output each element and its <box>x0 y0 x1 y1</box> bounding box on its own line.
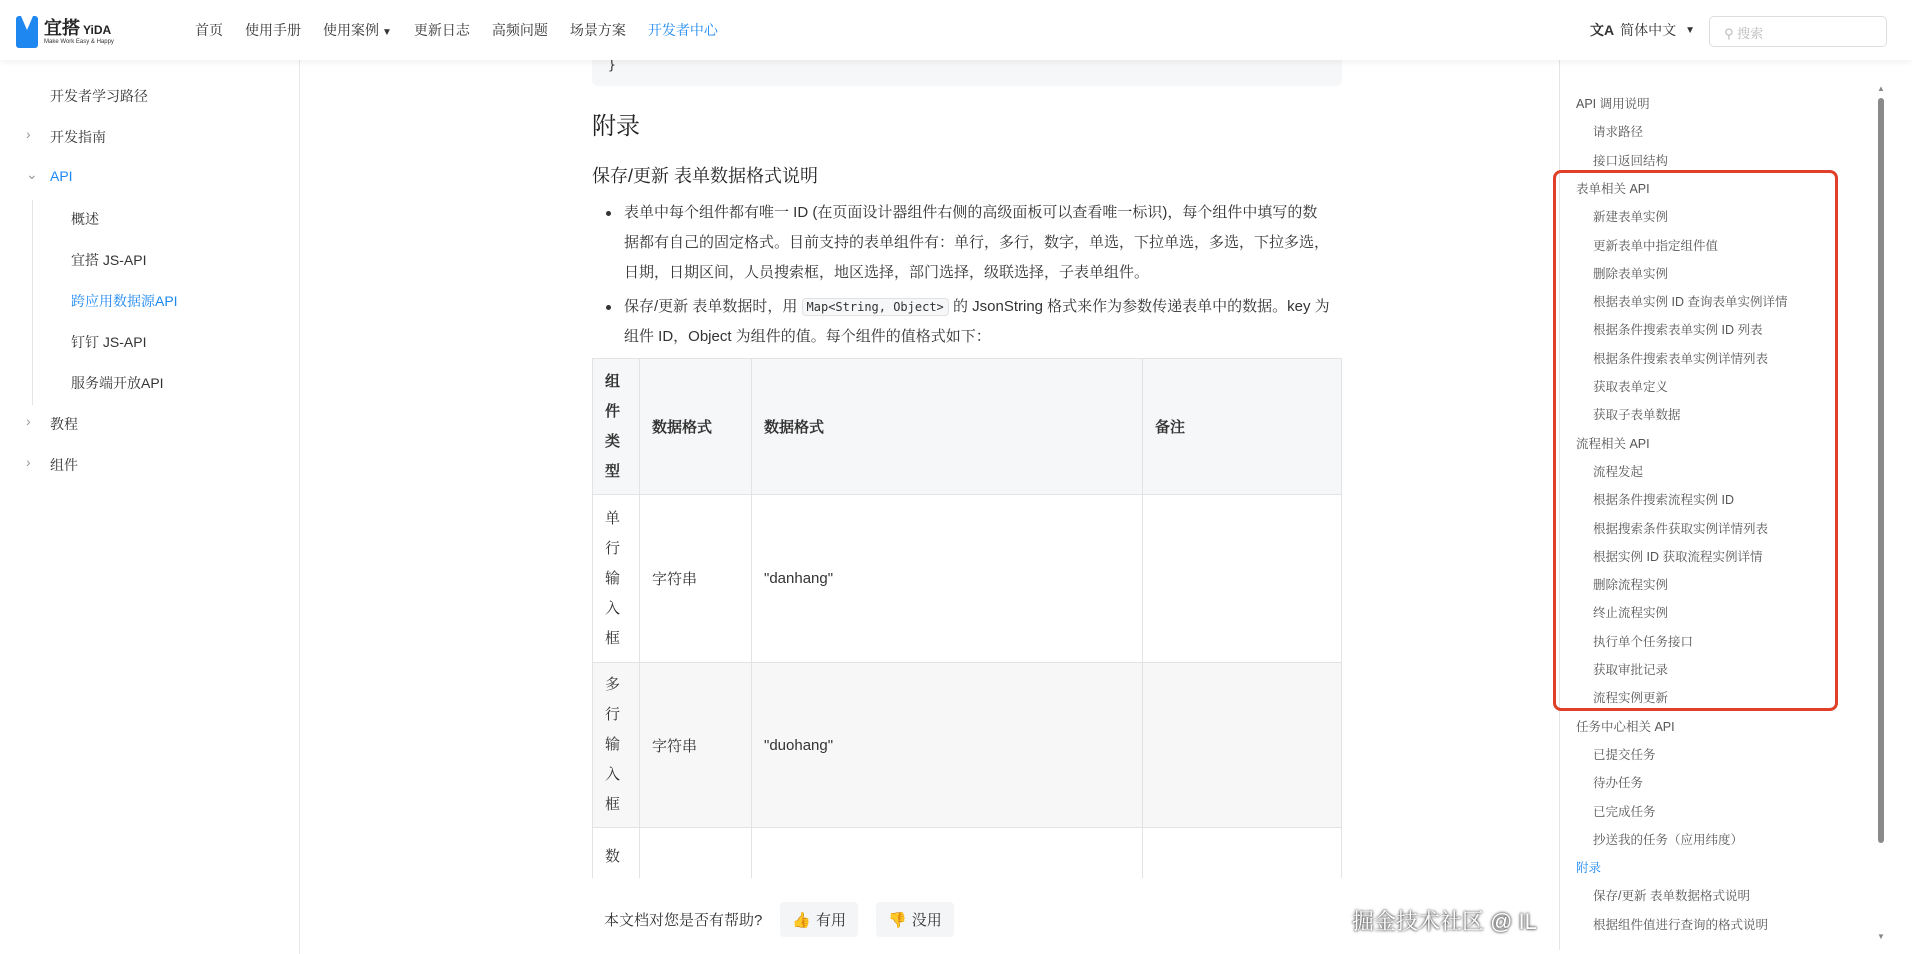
helpful-button[interactable] <box>780 902 858 937</box>
header-cell: 组件类型 <box>605 372 621 480</box>
toc-item[interactable]: API 调用说明 <box>1576 97 1650 111</box>
nav-developer-center[interactable]: 开发者中心 <box>647 22 718 38</box>
toc-item[interactable]: 获取审批记录 <box>1593 663 1669 677</box>
toc-item[interactable]: 根据表单实例 ID 查询表单实例详情 <box>1593 295 1788 310</box>
table-row <box>593 663 1342 828</box>
sidebar-item-api[interactable]: API <box>50 168 73 184</box>
sidebar-item-server-api[interactable]: 服务端开放API <box>71 375 164 391</box>
nav-home[interactable]: 首页 <box>195 22 223 38</box>
chevron-right-icon[interactable]: › <box>26 126 31 142</box>
main-nav <box>195 0 718 60</box>
section-title: 附录 <box>592 113 640 140</box>
watermark: 掘金技术社区 @ IL <box>1352 909 1537 934</box>
inline-code: Map<String, Object> <box>802 298 949 316</box>
translate-icon: 文A <box>1590 22 1615 38</box>
toc-scrollbar[interactable] <box>1876 84 1886 946</box>
toc-item[interactable]: 接口返回结构 <box>1593 153 1669 168</box>
table-header-row <box>593 359 1342 495</box>
tree-line <box>32 200 33 405</box>
code-block: } <box>592 60 1342 86</box>
nav-cases[interactable] <box>323 20 392 40</box>
feedback-question: 本文档对您是否有帮助? <box>604 912 763 929</box>
toc-item[interactable]: 删除表单实例 <box>1593 266 1669 281</box>
logo-en: YiDA <box>83 23 112 37</box>
toc-item[interactable]: 更新表单中指定组件值 <box>1593 238 1719 253</box>
caret-down-icon: ▼ <box>382 27 392 38</box>
sidebar-item-components[interactable]: 组件 <box>50 457 78 473</box>
toc-item[interactable]: 获取子表单数据 <box>1593 408 1681 423</box>
toc-item[interactable]: 新建表单实例 <box>1593 210 1669 225</box>
toc-item[interactable]: 已提交任务 <box>1593 747 1656 762</box>
thumbs-down-icon: 👎 <box>888 911 907 929</box>
text: 的 JsonString 格式来作为参数传递表单中的数据。key 为组件 ID，Object 为组件的值。每个组件的值格式如下： <box>624 298 1330 345</box>
language-select[interactable] <box>1590 20 1695 40</box>
toc-item[interactable]: 请求路径 <box>1593 125 1644 140</box>
toc-item[interactable]: 终止流程实例 <box>1593 606 1669 621</box>
nav-cases-label: 使用案例 <box>323 22 379 38</box>
bullet-item: 表单中每个组件都有唯一 ID (在页面设计器组件右侧的高级面板可以查看唯一标识)，每个组件中填写的数据都有自己的固定格式。目前支持的表单组件有：单行，多行，数字，单选，下拉单选，多选，下拉多选，日期，日期区间，人员搜索框，地区选择，部门选择，级联选择，子表单组件。 <box>592 198 1332 288</box>
yida-logo[interactable] <box>16 16 114 48</box>
cell <box>1143 495 1342 663</box>
cell <box>1143 663 1342 828</box>
logo-icon <box>16 16 38 48</box>
toc-item[interactable]: 流程相关 API <box>1576 436 1650 451</box>
bullet-list <box>592 198 1332 352</box>
toc-item[interactable]: 附录 <box>1576 861 1602 876</box>
text: 保存/更新 表单数据时，用 <box>624 298 802 315</box>
toc-item[interactable]: 根据组件值进行查询的格式说明 <box>1593 917 1769 932</box>
thumbs-up-icon: 👍 <box>792 911 812 929</box>
caret-down-icon: ▼ <box>1685 24 1696 36</box>
highlight-box <box>1553 170 1838 711</box>
toc-item[interactable]: 流程发起 <box>1593 464 1644 479</box>
nav-manual[interactable]: 使用手册 <box>245 22 301 38</box>
cell <box>640 828 752 879</box>
cell: 多行输入框 <box>605 676 621 813</box>
bullet-item <box>592 292 1332 352</box>
language-label: 简体中文 <box>1620 22 1677 38</box>
cell: 字符串 <box>640 495 752 663</box>
logo-cn: 宜搭 <box>44 18 80 38</box>
top-header <box>0 0 1912 60</box>
toc-item[interactable]: 根据实例 ID 获取流程实例详情 <box>1593 549 1763 564</box>
toc-item[interactable]: 表单相关 API <box>1576 181 1650 196</box>
sidebar-item-overview[interactable]: 概述 <box>71 211 99 227</box>
format-table <box>592 358 1342 878</box>
toc-item[interactable]: 已完成任务 <box>1593 804 1656 819</box>
table-row <box>593 828 1342 879</box>
cell: "duohang" <box>752 663 1143 828</box>
scrollbar-thumb[interactable] <box>1878 98 1884 843</box>
cell: 单行输入框 <box>605 509 621 647</box>
cell: 字符串 <box>640 663 752 828</box>
toc-item[interactable]: 待办任务 <box>1593 776 1644 791</box>
sidebar-item-tutorial[interactable]: 教程 <box>50 416 78 432</box>
toc-item[interactable]: 根据条件搜索表单实例 ID 列表 <box>1593 323 1763 338</box>
header-cell: 数据格式 <box>640 359 752 495</box>
toc-item[interactable]: 执行单个任务接口 <box>1593 634 1694 649</box>
nav-scenarios[interactable]: 场景方案 <box>569 22 626 38</box>
sidebar-item-dingtalk-jsapi[interactable]: 钉钉 JS-API <box>71 334 147 350</box>
subsection-title: 保存/更新 表单数据格式说明 <box>592 166 819 186</box>
not-helpful-label: 没用 <box>911 912 942 929</box>
sidebar-item-dev-guide[interactable]: 开发指南 <box>50 129 106 145</box>
logo-slogan: Make Work Easy & Happy <box>44 39 114 45</box>
helpful-label: 有用 <box>816 912 847 929</box>
toc-item[interactable]: 根据搜索条件获取实例详情列表 <box>1593 521 1769 536</box>
cell <box>1143 828 1342 879</box>
cell <box>752 828 1143 879</box>
chevron-right-icon[interactable]: › <box>26 413 31 429</box>
table-row <box>593 495 1342 663</box>
not-helpful-button[interactable] <box>876 902 954 937</box>
scroll-down-icon[interactable]: ▼ <box>1877 932 1885 941</box>
toc-item[interactable]: 任务中心相关 API <box>1576 719 1675 734</box>
cell: 数 <box>605 848 621 865</box>
toc-item[interactable]: 获取表单定义 <box>1593 380 1669 394</box>
chevron-down-icon[interactable]: ⌄ <box>26 166 38 182</box>
toc-item[interactable]: 删除流程实例 <box>1593 578 1669 593</box>
toc-item[interactable]: 抄送我的任务（应用纬度） <box>1593 832 1744 847</box>
nav-changelog[interactable]: 更新日志 <box>413 22 470 38</box>
sidebar-item-cross-app-api[interactable]: 跨应用数据源API <box>71 293 178 309</box>
sidebar-item-learning-path[interactable]: 开发者学习路径 <box>50 88 148 104</box>
chevron-right-icon[interactable]: › <box>26 454 31 470</box>
cell: "danhang" <box>752 495 1143 663</box>
nav-faq[interactable]: 高频问题 <box>491 22 548 38</box>
search-input[interactable] <box>1709 16 1887 47</box>
toc-item[interactable]: 流程实例更新 <box>1593 691 1669 706</box>
scroll-up-icon[interactable]: ▲ <box>1877 84 1885 93</box>
search-placeholder: 搜索 <box>1737 26 1764 41</box>
toc-item[interactable]: 保存/更新 表单数据格式说明 <box>1593 889 1750 904</box>
search-icon: ⚲ <box>1724 26 1734 41</box>
header-cell: 数据格式 <box>752 359 1143 495</box>
left-sidebar <box>0 60 300 954</box>
toc-item[interactable]: 根据条件搜索流程实例 ID <box>1593 493 1734 508</box>
toc-item[interactable]: 根据条件搜索表单实例详情列表 <box>1593 351 1769 366</box>
sidebar-item-yida-jsapi[interactable]: 宜搭 JS-API <box>71 252 147 268</box>
feedback-bar <box>604 902 954 937</box>
header-cell: 备注 <box>1143 359 1342 495</box>
